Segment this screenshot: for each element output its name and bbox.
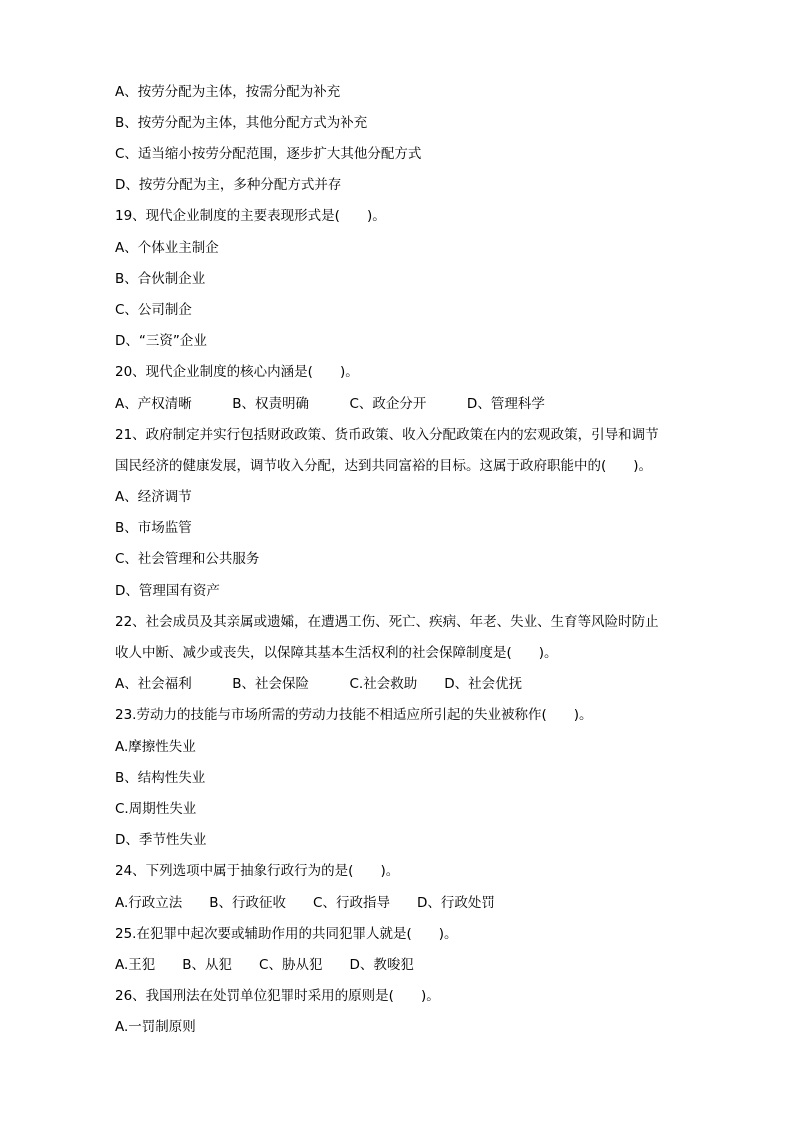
text-line: 收人中断、减少或丧失，以保障其基本生活权利的社会保障制度是( )。 [115, 645, 558, 661]
text-line: B、结构性失业 [115, 770, 206, 786]
text-line: B、合伙制企业 [115, 271, 206, 287]
question-22: 22、社会成员及其亲属或遗孀，在遭遇工伤、死亡、疾病、年老、失业、生育等风险时防止 [115, 614, 659, 630]
question-25: 25.在犯罪中起次要或辅助作用的共同犯罪人就是( )。 [115, 926, 458, 942]
text-line: A.一罚制原则 [115, 1019, 196, 1035]
question-20: 20、现代企业制度的核心内涵是( )。 [115, 364, 359, 380]
question-23: 23.劳动力的技能与市场所需的劳动力技能不相适应所引起的失业被称作( )。 [115, 707, 593, 723]
text-line: A.行政立法 B、行政征收 C、行政指导 D、行政处罚 [115, 895, 495, 911]
text-line: A、按劳分配为主体，按需分配为补充 [115, 84, 341, 100]
text-line: 国民经济的健康发展，调节收入分配，达到共同富裕的目标。这属于政府职能中的( )。 [115, 458, 653, 474]
text-line: C、适当缩小按劳分配范围，逐步扩大其他分配方式 [115, 146, 422, 162]
question-19: 19、现代企业制度的主要表现形式是( )。 [115, 208, 386, 224]
text-line: C、社会管理和公共服务 [115, 551, 260, 567]
question-26: 26、我国刑法在处罚单位犯罪时采用的原则是( )。 [115, 988, 440, 1004]
text-line: A.摩擦性失业 [115, 739, 196, 755]
text-line: A.王犯 B、从犯 C、胁从犯 D、教唆犯 [115, 957, 414, 973]
text-line: C.周期性失业 [115, 801, 197, 817]
question-21: 21、政府制定并实行包括财政政策、货币政策、收入分配政策在内的宏观政策，引导和调节 [115, 427, 659, 443]
text-line: D、“三资”企业 [115, 333, 207, 349]
text-line: D、季节性失业 [115, 832, 207, 848]
question-24: 24、下列选项中属于抽象行政行为的是( )。 [115, 863, 400, 879]
text-line: C、公司制企 [115, 302, 192, 318]
text-line: A、经济调节 [115, 489, 192, 505]
text-line: D、按劳分配为主，多种分配方式并存 [115, 177, 342, 193]
text-line: A、个体业主制企 [115, 240, 219, 256]
text-line: A、产权清晰 B、权责明确 C、政企分开 D、管理科学 [115, 396, 545, 412]
text-line: D、管理国有资产 [115, 583, 220, 599]
text-line: B、按劳分配为主体，其他分配方式为补充 [115, 115, 368, 131]
text-line: A、社会福利 B、社会保险 C.社会救助 D、社会优抚 [115, 676, 523, 692]
text-line: B、市场监管 [115, 520, 192, 536]
